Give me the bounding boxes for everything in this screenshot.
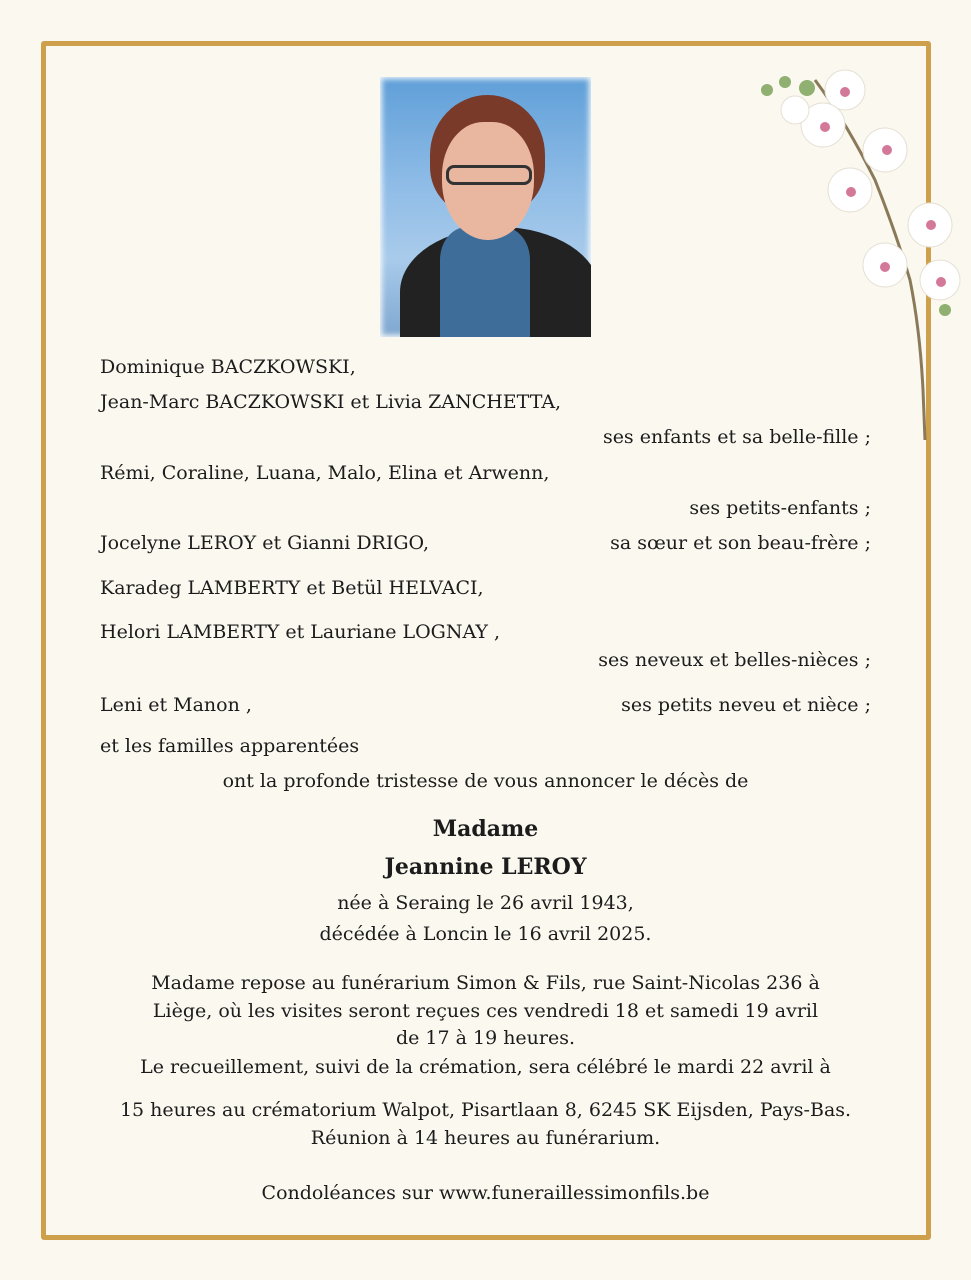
family-line: Dominique BACZKOWSKI, xyxy=(100,356,356,378)
death-info: décédée à Loncin le 16 avril 2025. xyxy=(319,923,652,945)
birth-info: née à Seraing le 26 avril 1943, xyxy=(337,892,634,914)
family-line: Leni et Manon , xyxy=(100,694,252,716)
detail-line: Liège, où les visites seront reçues ces vendredi 18 et samedi 19 avril xyxy=(152,1000,819,1022)
detail-line: de 17 à 19 heures. xyxy=(395,1027,576,1049)
family-line: Jean-Marc BACZKOWSKI et Livia ZANCHETTA, xyxy=(100,391,562,413)
family-line: Rémi, Coraline, Luana, Malo, Elina et Arwenn, xyxy=(100,462,550,484)
deceased-title: Madame xyxy=(432,816,539,842)
relation-line: ses enfants et sa belle-fille ; xyxy=(602,426,871,448)
family-line: Jocelyne LEROY et Gianni DRIGO, xyxy=(100,532,430,554)
portrait-photo xyxy=(380,77,591,337)
relation-line: ses petits-enfants ; xyxy=(689,497,871,519)
deceased-name: Jeannine LEROY xyxy=(384,854,587,880)
detail-line: 15 heures au crématorium Walpot, Pisartlaan 8, 6245 SK Eijsden, Pays-Bas. xyxy=(119,1099,852,1121)
orchid-decoration xyxy=(745,60,971,445)
condolences-link[interactable]: Condoléances sur www.funeraillessimonfils.be xyxy=(261,1182,710,1204)
announcement: ont la profonde tristesse de vous annoncer le décès de xyxy=(222,770,749,792)
detail-line: Madame repose au funérarium Simon & Fils, rue Saint-Nicolas 236 à xyxy=(151,972,820,994)
detail-line: Réunion à 14 heures au funérarium. xyxy=(310,1127,661,1149)
family-line: et les familles apparentées xyxy=(100,735,360,757)
relation-line: ses petits neveu et nièce ; xyxy=(621,694,871,716)
relation-line: sa sœur et son beau-frère ; xyxy=(610,532,871,554)
family-line: Helori LAMBERTY et Lauriane LOGNAY , xyxy=(100,621,501,643)
relation-line: ses neveux et belles-nièces ; xyxy=(598,649,871,671)
family-line: Karadeg LAMBERTY et Betül HELVACI, xyxy=(100,577,484,599)
detail-line: Le recueillement, suivi de la crémation, sera célébré le mardi 22 avril à xyxy=(140,1056,831,1078)
